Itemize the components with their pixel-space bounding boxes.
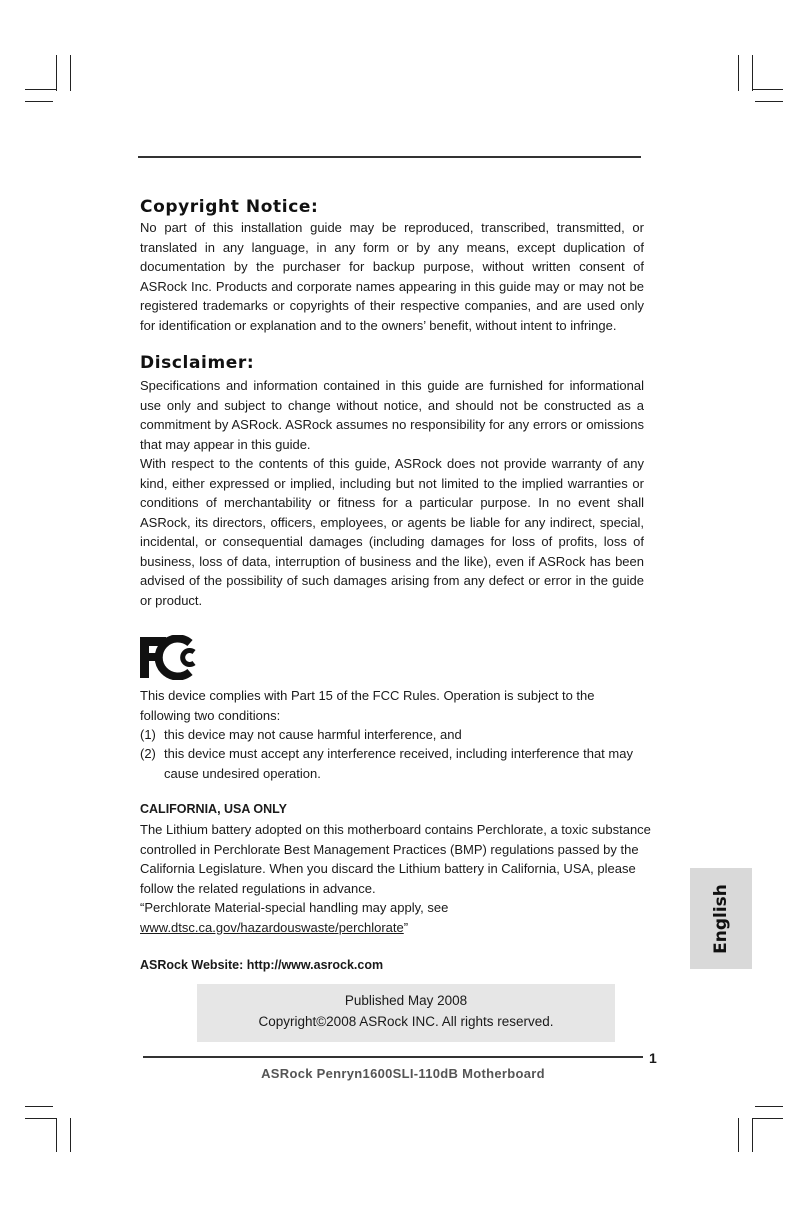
condition-text: this device may not cause harmful interference, and [164, 727, 462, 742]
crop-mark [25, 101, 53, 102]
california-quote: “Perchlorate Material-special handling may apply, see [140, 900, 449, 915]
crop-mark [752, 1118, 783, 1119]
california-body [140, 820, 660, 937]
condition-number: (2) [140, 746, 156, 761]
top-rule [138, 156, 641, 158]
crop-mark [56, 55, 57, 91]
footer-model: ASRock Penryn1600SLI-110dB Motherboard [261, 1066, 545, 1081]
published-box [197, 984, 615, 1042]
crop-mark [738, 1118, 739, 1152]
crop-mark [755, 1106, 783, 1107]
page-number: 1 [649, 1050, 657, 1066]
crop-mark [755, 101, 783, 102]
fcc-condition-2 [140, 744, 644, 784]
fcc-intro: This device complies with Part 15 of the FCC Rules. Operation is subject to the following two conditions: [140, 688, 595, 723]
crop-mark [752, 55, 753, 91]
california-title: CALIFORNIA, USA ONLY [140, 802, 287, 816]
language-tab [690, 868, 752, 969]
fcc-condition-1 [140, 725, 644, 745]
published-date: Published May 2008 [344, 993, 468, 1008]
fcc-logo [140, 635, 202, 680]
disclaimer-paragraph-1: Specifications and information contained in this guide are furnished for informational use only and subject to change without notice, and should not be constructed as a commitment by ASRock. ASRock assumes no responsibility for any errors or omissions that may appear in this guide. [140, 378, 644, 452]
crop-mark [56, 1118, 57, 1152]
copyright-body: No part of this installation guide may be reproduced, transcribed, transmitted, or translated in any language, in any form or by any means, except duplication of documentation by the purchaser for backup purpose, without written consent of ASRock Inc. Products and corporate names appearing in this guide may or may not be registered trademarks or copyrights of their respective companies, and are used only for identification or explanation and to the owners’ benefit, without intent to infringe. [140, 220, 644, 333]
disclaimer-heading: Disclaimer: [140, 353, 255, 373]
copyright-heading: Copyright Notice: [140, 197, 319, 217]
condition-text: this device must accept any interference received, including interference that may cause undesired operation. [164, 746, 633, 781]
crop-mark [752, 89, 783, 90]
bottom-rule [143, 1056, 643, 1058]
copyright-line: Copyright©2008 ASRock INC. All rights reserved. [258, 1014, 554, 1029]
crop-mark [25, 1106, 53, 1107]
disclaimer-paragraph-2: With respect to the contents of this guide, ASRock does not provide warranty of any kind, either expressed or implied, including but not limited to the implied warranties or conditions of merchantability or fitness for a particular purpose. In no event shall ASRock, its directors, officers, employees, or agents be liable for any indirect, special, incidental, or consequential damages (including damages for loss of profits, loss of business, loss of data, interruption of business and the like), even if ASRock has been advised of the possibility of such damages arising from any defect or error in the guide or product. [140, 456, 644, 608]
quote-close: ” [403, 919, 409, 935]
crop-mark [70, 55, 71, 91]
crop-mark [752, 1118, 753, 1152]
asrock-website: ASRock Website: http://www.asrock.com [140, 958, 384, 972]
crop-mark [738, 55, 739, 91]
crop-mark [25, 1118, 56, 1119]
language-tab-label: English [711, 883, 732, 954]
condition-number: (1) [140, 727, 156, 742]
california-text: The Lithium battery adopted on this motherboard contains Perchlorate, a toxic substance controlled in Perchlorate Best Management Practices (BMP) regulations passed by the California Legislature. When you discard the Lithium battery in California, USA, please follow the related regulations in advance. [140, 822, 651, 896]
crop-mark [25, 89, 56, 90]
crop-mark [70, 1118, 71, 1152]
fcc-logo-icon [140, 635, 202, 680]
perchlorate-link[interactable]: www.dtsc.ca.gov/hazardouswaste/perchlorate [140, 919, 404, 935]
